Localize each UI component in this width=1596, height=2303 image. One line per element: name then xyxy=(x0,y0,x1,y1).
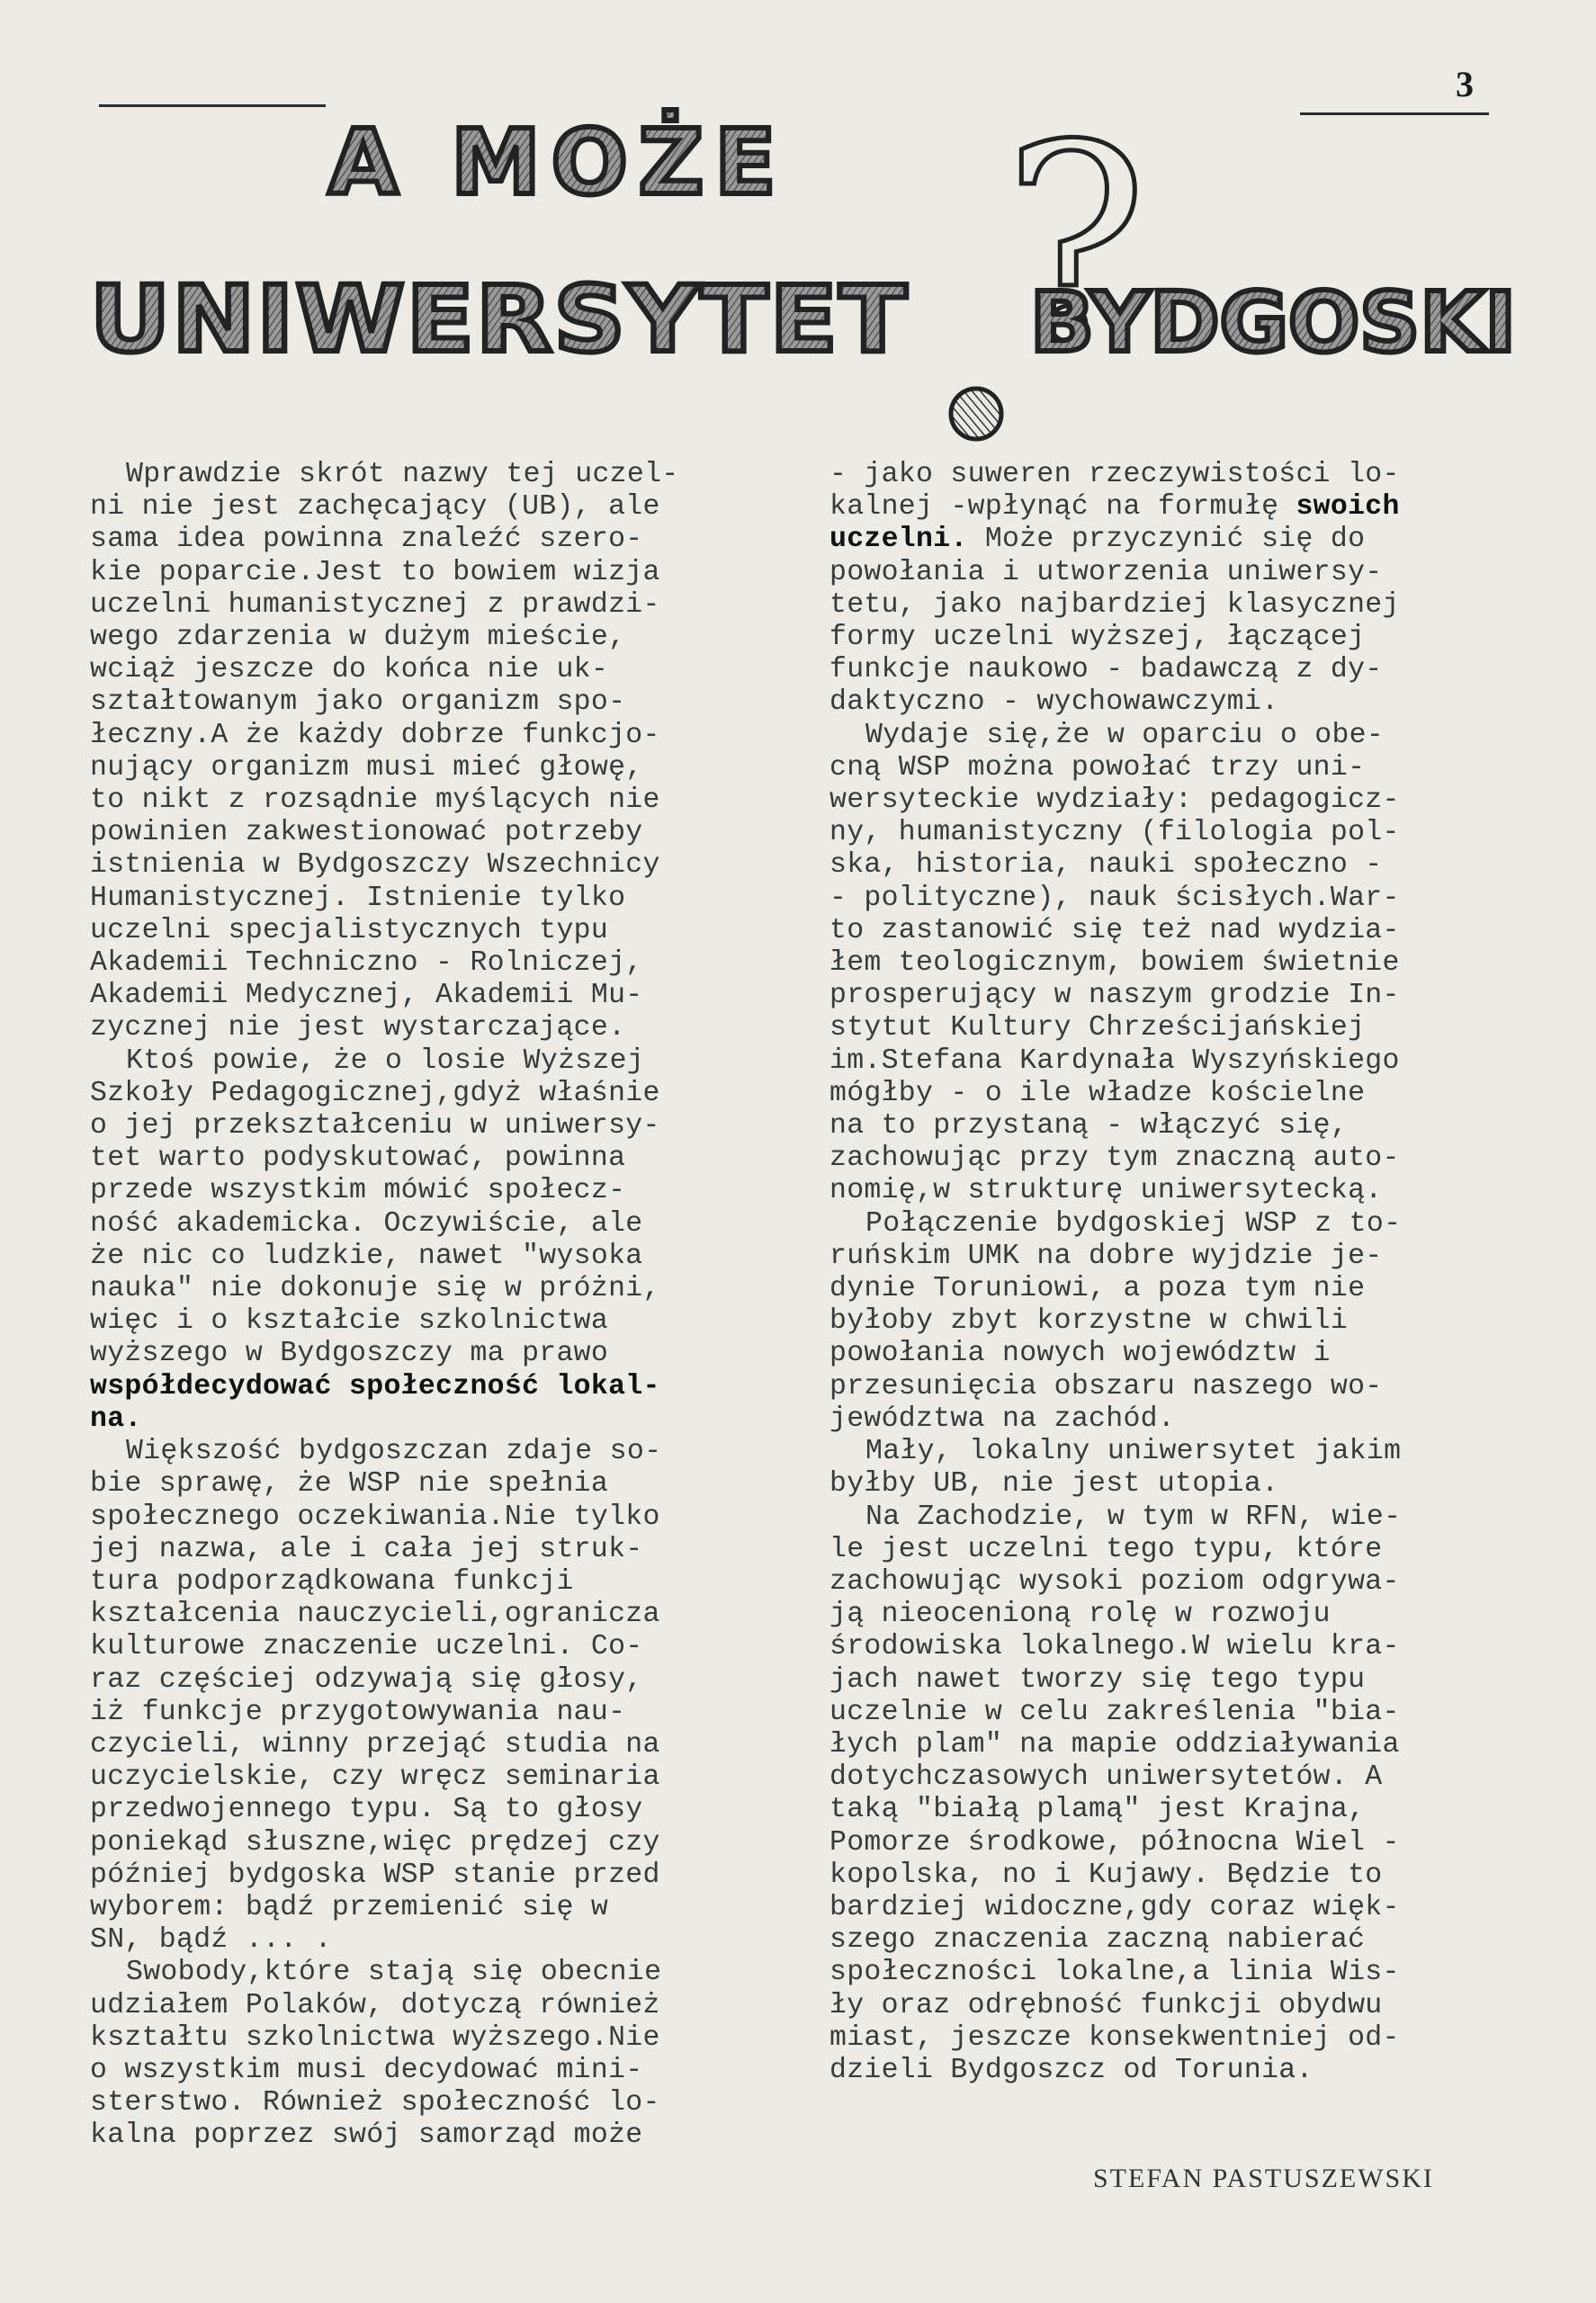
paragraph: Połączenie bydgoskiej WSP z to- ruńskim UMK na dobre wyjdzie je- dynie Toruniowi, a poza tym nie byłoby zbyt korzystne w chwili powołania nowych województw i przesunięcia obszaru naszego wo- jewództwa na zachód. xyxy=(829,1207,1402,1435)
headline-title-art xyxy=(85,90,1525,468)
paragraph: Wprawdzie skrót nazwy tej uczel- ni nie jest zachęcający (UB), ale sama idea powinna znaleźć szero- kie poparcie.Jest to bowiem wizja uczelni humanistycznej z prawdzi- wego zdarzenia w dużym mieście, wciąż jeszcze do końca nie uk- ształtowanym jako organizm spo- łeczny.A że każdy dobrze funkcjo- nujący organizm musi mieć głowę, to nikt z rozsądnie myślących nie powinien zakwestionować potrzeby istnienia w Bydgoszczy Wszechnicy Humanistycznej. Istnienie tylko uczelni specjalistycznych typu Akademii Techniczno - Rolniczej, Akademii Medycznej, Akademii Mu- zycznej nie jest wystarczające. xyxy=(90,459,679,1044)
paragraph-text: Może przyczynić się do powołania i utworzenia uniwersy- tetu, jako najbardziej klasycznej formy uczelni wyższej, łączącej funkcje naukowo - badawczą z dy- daktyczno - wychowawczymi. xyxy=(829,524,1400,719)
paragraph: Większość bydgoszczan zdaje so- bie sprawę, że WSP nie spełnia społecznego oczekiwania.Nie tylko jej nazwa, ale i cała jej struk- tura podporządkowana funkcji kształcenia nauczycieli,ogranicza kulturowe znaczenie uczelni. Co- raz częściej odzywają się głosy, iż funkcje przygotowywania nau- czycieli, winny przejąć studia na uczycielskie, czy wręcz seminaria przedwojennego typu. Są to głosy poniekąd słuszne,więc prędzej czy później bydgoska WSP stanie przed wyborem: bądź przemienić się w SN, bądź ... . xyxy=(90,1436,662,1957)
page-number: 3 xyxy=(1456,64,1474,104)
paragraph: Wydaje się,że w oparciu o obe- cną WSP można powołać trzy uni- wersyteckie wydziały: pedagogicz- ny, humanistyczny (filologia pol- ska, historia, nauki społeczno - - polityczne), nauk ścisłych.War- to zastanowić się też nad wydzia- łem teologicznym, bowiem świetnie prosperujący w naszym grodzie In- stytut Kultury Chrześcijańskiej im.Stefana Kardynała Wyszyńskiego mógłby - o ile władze kościelne na to przystaną - włączyć się, zachowując przy tym znaczną auto- nomię,w strukturę uniwersytecką. xyxy=(829,719,1400,1207)
paragraph: Swobody,które stają się obecnie udziałem Polaków, dotyczą również kształtu szkolnictwa wyższego.Nie o wszystkim musi decydować mini- sterstwo. Również społeczność lo- kalna poprzez swój samorząd może xyxy=(90,1957,662,2152)
article-column-left xyxy=(90,459,783,2153)
paragraph xyxy=(90,1045,783,1436)
paragraph: Na Zachodzie, w tym w RFN, wie- le jest uczelni tego typu, które zachowując wysoki poziom odgrywa- ją nieocenioną rolę w rozwoju środowiska lokalnego.W wielu kra- jach nawet tworzy się tego typu uczelnie w celu zakreślenia "bia- łych plam" na mapie oddziaływania dotychczasowych uniwersytetów. A taką "białą plamą" jest Krajna, Pomorze środkowe, północna Wiel - kopolska, no i Kujawy. Będzie to bardziej widoczne,gdy coraz więk- szego znaczenia zaczną nabierać społeczności lokalne,a linia Wis- ły oraz odrębność funkcji obydwu miast, jeszcze konsekwentniej od- dzieli Bydgoszcz od Torunia. xyxy=(829,1501,1402,2086)
headline-question-mark: ? xyxy=(1003,90,1148,401)
headline-line2-right: BYDGOSKI xyxy=(1030,274,1516,371)
paragraph-emphasis: współdecydować społeczność lokal- na. xyxy=(90,1370,660,1435)
paragraph-text: - jako suweren rzeczywistości lo- kalnej -wpłynąć na formułę xyxy=(829,459,1400,524)
headline-line1: A MOŻE xyxy=(328,110,787,215)
headline-line2-left: UNIWERSYTET xyxy=(90,266,909,373)
paragraph: Mały, lokalny uniwersytet jakim byłby UB, nie jest utopia. xyxy=(829,1436,1402,1501)
paragraph-emphasis: swoich uczelni. xyxy=(829,491,1400,556)
article-column-right xyxy=(829,459,1522,2087)
paragraph xyxy=(829,459,1522,720)
author-signature: STEFAN PASTUSZEWSKI xyxy=(1093,2164,1434,2193)
paragraph-text: Ktoś powie, że o losie Wyższej Szkoły Pedagogicznej,gdyż właśnie o jej przekształceniu w uniwersy- tet warto podyskutować, powinna przede wszystkim mówić społecz- ność akademicka. Oczywiście, ale że nic co ludzkie, nawet "wysoka nauka" nie dokonuje się w próżni, więc i o kształcie szkolnictwa wyższego w Bydgoszczy ma prawo xyxy=(90,1044,660,1370)
question-mark-dot xyxy=(951,389,1001,439)
